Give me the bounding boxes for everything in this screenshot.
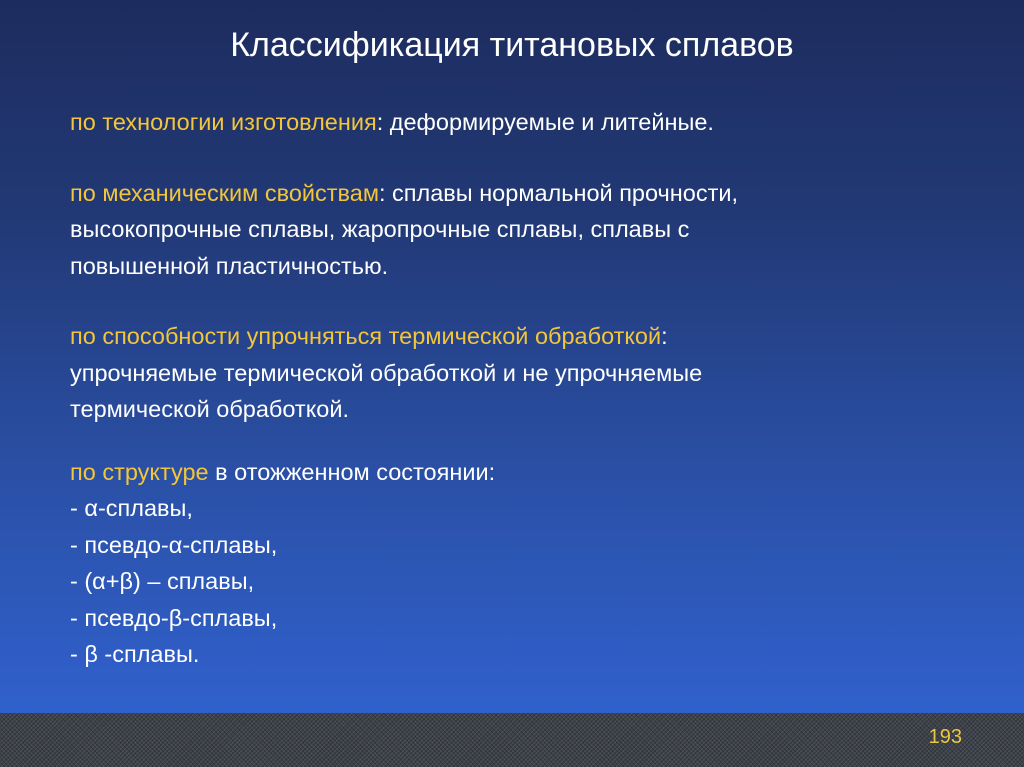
section-heat-treatment — [70, 318, 970, 428]
section-text: : — [661, 323, 668, 349]
list-item: - псевдо-α-сплавы, — [70, 531, 278, 558]
section-line: упрочняемые термической обработкой и не упрочняемые — [70, 359, 703, 386]
section-text: : сплавы нормальной прочности, — [378, 179, 739, 206]
slide-title: Классификация титановых сплавов — [230, 26, 794, 64]
footer-band — [0, 713, 1024, 767]
section-technology — [70, 104, 970, 141]
section-label: по способности упрочняться термической обработкой — [70, 323, 662, 349]
section-label: по механическим свойствам — [70, 179, 379, 206]
list-item: - (α+β) – сплавы, — [70, 568, 255, 594]
section-mechanical — [70, 175, 970, 285]
spacer — [70, 284, 970, 318]
list-item: - α-сплавы, — [70, 495, 193, 521]
section-line: высокопрочные сплавы, жаропрочные сплавы, сплавы с — [70, 216, 690, 242]
section-line — [70, 104, 970, 141]
section-line: термической обработкой. — [70, 396, 349, 422]
list-item: - псевдо-β-сплавы, — [70, 604, 278, 631]
list-item: - β -сплавы. — [70, 641, 200, 667]
section-label: по технологии изготовления — [70, 109, 377, 135]
spacer — [70, 428, 970, 454]
page-number: 193 — [928, 726, 962, 748]
section-structure — [70, 454, 970, 673]
section-text: в отожженном состоянии: — [208, 458, 496, 485]
slide-content — [70, 104, 970, 673]
section-line — [70, 454, 970, 491]
section-line — [70, 318, 970, 355]
spacer — [70, 141, 970, 175]
section-line: повышенной пластичностью. — [70, 252, 389, 279]
section-line — [70, 175, 970, 212]
section-label: по структуре — [70, 458, 209, 485]
section-text: : деформируемые и литейные. — [376, 109, 714, 135]
